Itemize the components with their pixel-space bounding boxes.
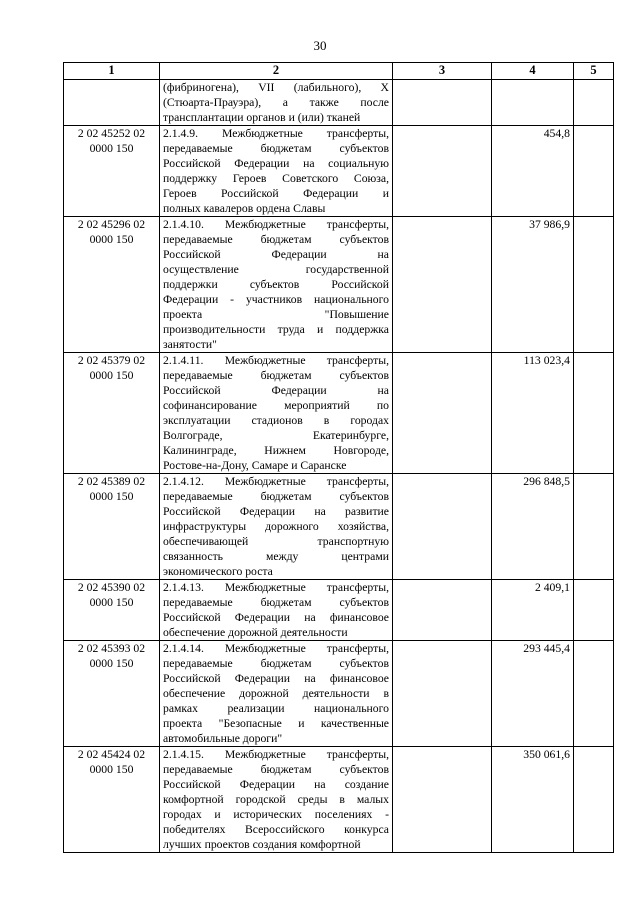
description-line: проекта "Повышение <box>163 308 389 321</box>
column-5-cell <box>574 217 614 353</box>
column-header-3: 3 <box>393 63 492 80</box>
description-cell <box>160 217 393 353</box>
description-line: 2.1.4.9. Межбюджетные трансферты, <box>163 127 389 140</box>
description-cell <box>160 80 393 126</box>
column-5-cell <box>574 580 614 641</box>
amount-cell: 37 986,9 <box>492 217 574 353</box>
description-line: городах и исторических поселениях - <box>163 808 389 821</box>
header-row <box>64 63 614 80</box>
column-5-cell <box>574 641 614 747</box>
table-row <box>64 641 614 747</box>
table-row <box>64 747 614 853</box>
description-line: трансплантации органов и (или) тканей <box>163 111 361 124</box>
column-5-cell <box>574 80 614 126</box>
budget-code-cell <box>64 747 160 853</box>
description-line: связанность между центрами <box>163 550 389 563</box>
column-3-cell <box>393 747 492 853</box>
column-3-cell <box>393 353 492 474</box>
description-line: автомобильные дороги" <box>163 732 283 745</box>
description-line: Российской Федерации на развитие <box>163 505 389 518</box>
budget-code-line: 2 02 45379 02 <box>77 354 146 367</box>
budget-code-line: 2 02 45424 02 <box>77 748 146 761</box>
budget-code-cell <box>64 126 160 217</box>
description-cell <box>160 641 393 747</box>
budget-code-line: 0000 150 <box>89 490 134 503</box>
description-cell <box>160 580 393 641</box>
budget-table <box>63 62 614 853</box>
description-line: рамках реализации национального <box>163 702 389 715</box>
budget-code-cell <box>64 217 160 353</box>
description-line: Калининграде, Нижнем Новгороде, <box>163 444 389 457</box>
description-cell <box>160 353 393 474</box>
description-line: проекта "Безопасные и качественные <box>163 717 389 730</box>
description-line: передаваемые бюджетам субъектов <box>163 490 389 503</box>
budget-code-line: 0000 150 <box>89 142 134 155</box>
table-row <box>64 353 614 474</box>
description-cell <box>160 474 393 580</box>
column-5-cell <box>574 747 614 853</box>
description-line: передаваемые бюджетам субъектов <box>163 369 389 382</box>
table-row <box>64 80 614 126</box>
description-line: 2.1.4.12. Межбюджетные трансферты, <box>163 475 389 488</box>
column-3-cell <box>393 580 492 641</box>
column-header-2: 2 <box>160 63 393 80</box>
description-line: передаваемые бюджетам субъектов <box>163 596 389 609</box>
column-3-cell <box>393 126 492 217</box>
budget-code-line: 2 02 45393 02 <box>77 642 146 655</box>
budget-code-line: 2 02 45296 02 <box>77 218 146 231</box>
description-line: Волгограде, Екатеринбурге, <box>163 429 389 442</box>
description-cell <box>160 747 393 853</box>
amount-cell: 293 445,4 <box>492 641 574 747</box>
amount-cell: 350 061,6 <box>492 747 574 853</box>
description-line: передаваемые бюджетам субъектов <box>163 142 389 155</box>
description-line: производительности труда и поддержка <box>163 323 389 336</box>
description-line: осуществление государственной <box>163 263 389 276</box>
column-5-cell <box>574 474 614 580</box>
budget-code-line: 0000 150 <box>89 369 134 382</box>
description-line: Российской Федерации на финансовое <box>163 611 389 624</box>
description-line: 2.1.4.15. Межбюджетные трансферты, <box>163 748 389 761</box>
description-line: 2.1.4.10. Межбюджетные трансферты, <box>163 218 389 231</box>
description-line: 2.1.4.13. Межбюджетные трансферты, <box>163 581 389 594</box>
budget-code-line: 0000 150 <box>89 657 134 670</box>
budget-code-line: 2 02 45252 02 <box>77 127 146 140</box>
description-line: инфраструктуры дорожного хозяйства, <box>163 520 389 533</box>
budget-code-line: 0000 150 <box>89 596 134 609</box>
table-row <box>64 126 614 217</box>
description-line: (фибриногена), VII (лабильного), X <box>163 81 389 94</box>
budget-code-cell <box>64 353 160 474</box>
column-3-cell <box>393 641 492 747</box>
budget-code-cell <box>64 474 160 580</box>
description-line: передаваемые бюджетам субъектов <box>163 763 389 776</box>
amount-cell: 454,8 <box>492 126 574 217</box>
page-number: 30 <box>313 38 327 53</box>
budget-code-cell <box>64 580 160 641</box>
column-5-cell <box>574 353 614 474</box>
description-line: Российской Федерации на финансовое <box>163 672 389 685</box>
table-row <box>64 217 614 353</box>
description-line: эксплуатации стадионов в городах <box>163 414 389 427</box>
column-5-cell <box>574 126 614 217</box>
budget-code-line: 2 02 45389 02 <box>77 475 146 488</box>
description-line: поддержку Героев Советского Союза, <box>163 172 389 185</box>
budget-code-line: 2 02 45390 02 <box>77 581 146 594</box>
amount-cell <box>492 80 574 126</box>
description-cell <box>160 126 393 217</box>
description-line: поддержки субъектов Российской <box>163 278 389 291</box>
description-line: Российской Федерации на <box>163 248 389 261</box>
description-line: 2.1.4.14. Межбюджетные трансферты, <box>163 642 389 655</box>
description-line: комфортной городской среды в малых <box>163 793 389 806</box>
amount-cell: 296 848,5 <box>492 474 574 580</box>
description-line: обеспечивающей транспортную <box>163 535 389 548</box>
column-header-5: 5 <box>574 63 614 80</box>
budget-code-cell <box>64 80 160 126</box>
description-line: экономического роста <box>163 565 273 578</box>
description-line: Федерации - участников национального <box>163 293 389 306</box>
column-header-1: 1 <box>64 63 160 80</box>
description-line: Российской Федерации на социальную <box>163 157 389 170</box>
description-line: лучших проектов создания комфортной <box>163 838 361 851</box>
description-line: 2.1.4.11. Межбюджетные трансферты, <box>163 354 389 367</box>
budget-code-line: 0000 150 <box>89 763 134 776</box>
description-line: Героев Российской Федерации и <box>163 187 389 200</box>
table-row <box>64 580 614 641</box>
budget-code-cell <box>64 641 160 747</box>
description-line: Российской Федерации на <box>163 384 389 397</box>
amount-cell: 113 023,4 <box>492 353 574 474</box>
description-line: Российской Федерации на создание <box>163 778 389 791</box>
description-line: (Стюарта-Прауэра), а также после <box>163 96 389 109</box>
column-3-cell <box>393 217 492 353</box>
column-3-cell <box>393 80 492 126</box>
description-line: полных кавалеров ордена Славы <box>163 202 326 215</box>
description-line: обеспечение дорожной деятельности в <box>163 687 389 700</box>
description-line: передаваемые бюджетам субъектов <box>163 233 389 246</box>
table-row <box>64 474 614 580</box>
description-line: Ростове-на-Дону, Самаре и Саранске <box>163 459 347 472</box>
column-3-cell <box>393 474 492 580</box>
description-line: занятости" <box>163 338 217 351</box>
description-line: софинансирование мероприятий по <box>163 399 389 412</box>
description-line: обеспечение дорожной деятельности <box>163 626 348 639</box>
description-line: победителях Всероссийского конкурса <box>163 823 389 836</box>
description-line: передаваемые бюджетам субъектов <box>163 657 389 670</box>
column-header-4: 4 <box>492 63 574 80</box>
amount-cell: 2 409,1 <box>492 580 574 641</box>
budget-code-line: 0000 150 <box>89 233 134 246</box>
